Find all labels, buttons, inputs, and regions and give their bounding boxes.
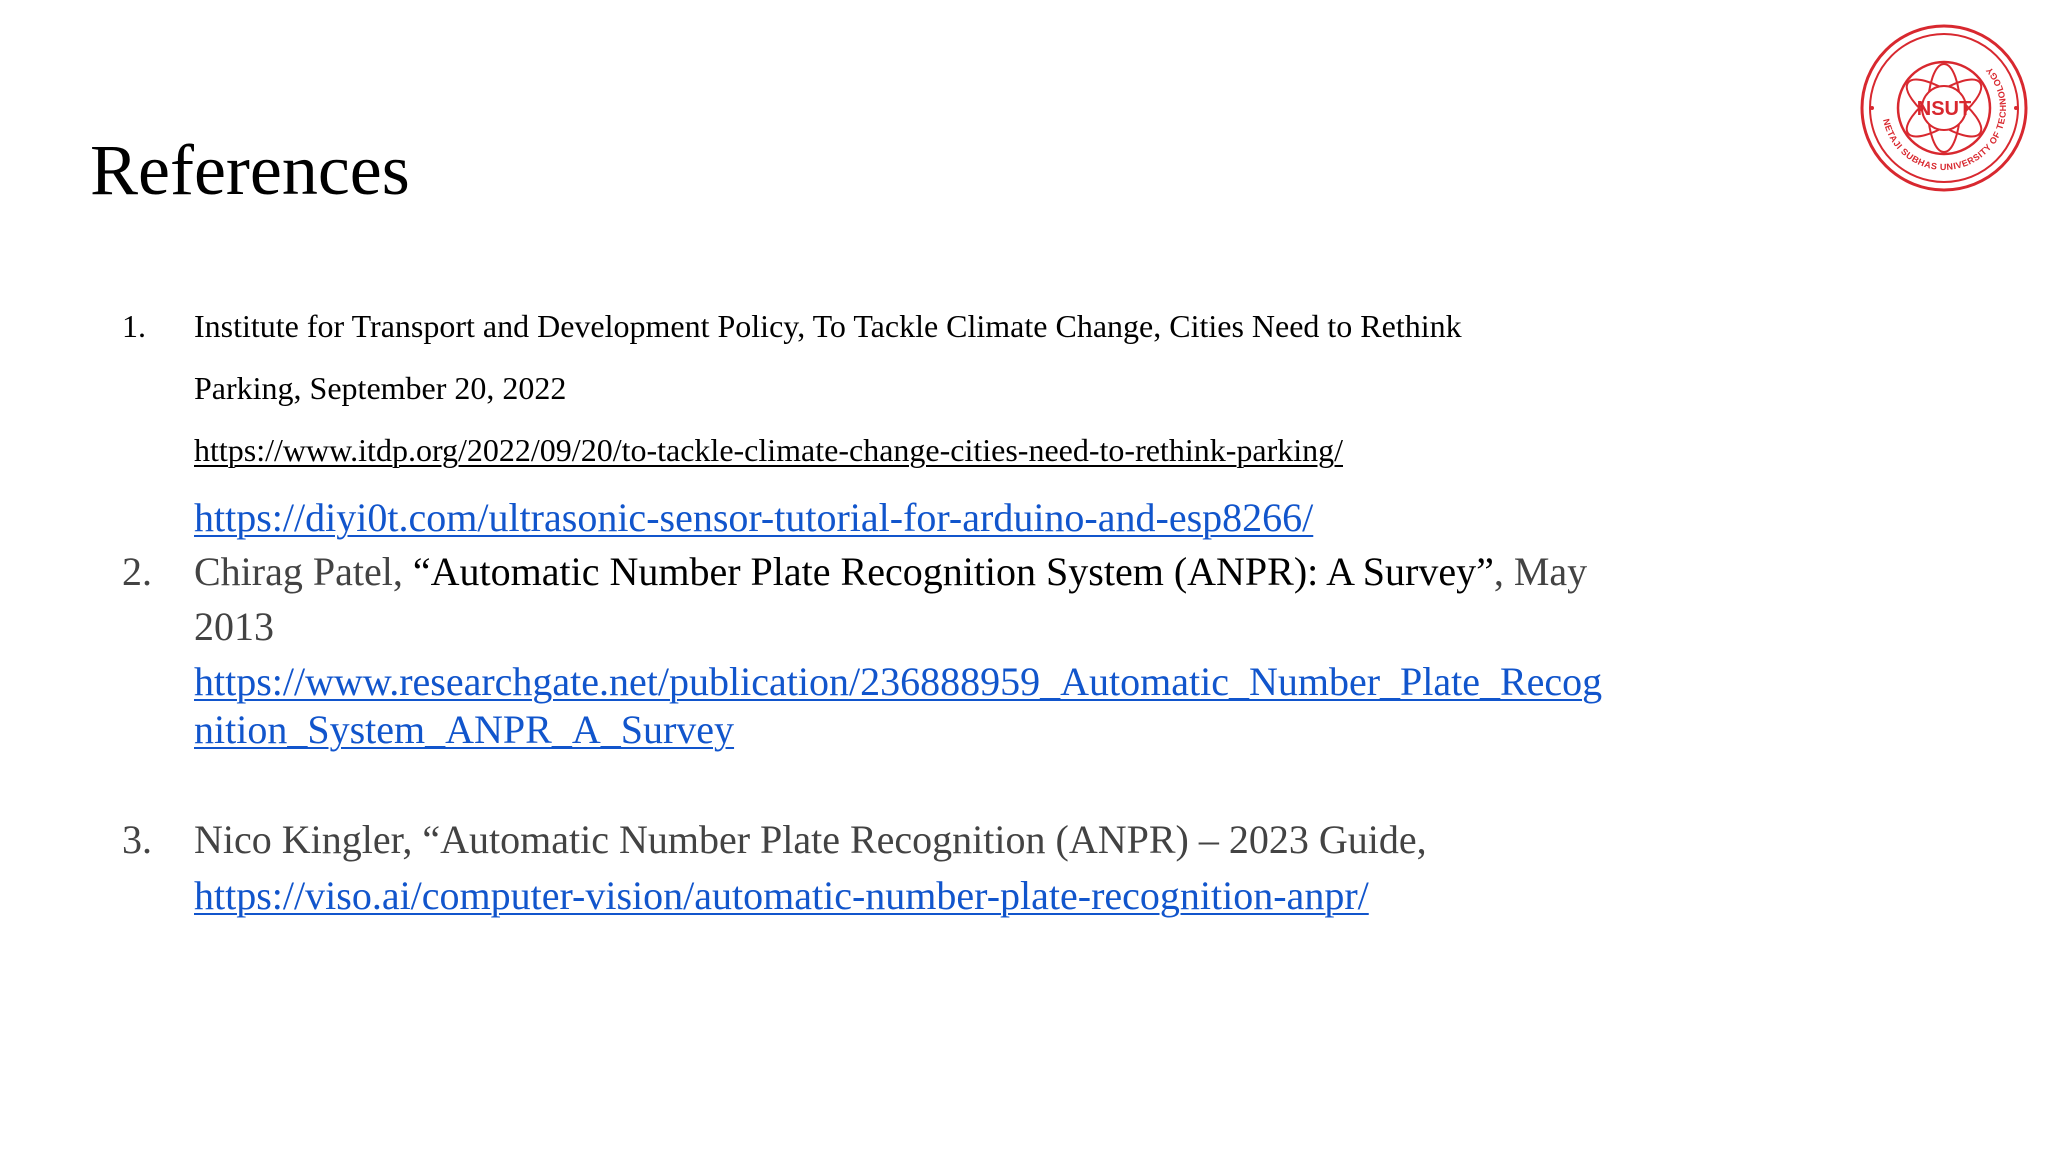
reference-1-link-itdp-wrap	[194, 430, 1343, 470]
reference-1-link-diyi0t[interactable]: https://diyi0t.com/ultrasonic-sensor-tutorial-for-arduino-and-esp8266/	[194, 495, 1314, 540]
page-title: References	[90, 130, 410, 210]
reference-2-link-line1-wrap	[194, 658, 1602, 706]
reference-2-year: 2013	[194, 604, 274, 649]
reference-3-text: Nico Kingler, “Automatic Number Plate Recognition (ANPR) – 2023 Guide,	[194, 817, 1427, 862]
logo-text: NSUT	[1916, 98, 1972, 120]
nsut-logo	[1858, 22, 2030, 194]
reference-2-line1	[194, 548, 1587, 596]
reference-1-link-diyi0t-wrap	[194, 494, 1313, 542]
logo-ring-text: NETAJI SUBHAS UNIVERSITY OF TECHNOLOGY	[1881, 64, 2009, 173]
reference-1-line1: Institute for Transport and Development Policy, To Tackle Climate Change, Cities Need to Rethink	[194, 308, 1462, 344]
reference-2-date: , May	[1493, 549, 1588, 594]
reference-3-link[interactable]: https://viso.ai/computer-vision/automatic-number-plate-recognition-anpr/	[194, 873, 1369, 918]
reference-2-link-line1[interactable]: https://www.researchgate.net/publication/236888959_Automatic_Number_Plate_Recog	[194, 659, 1603, 704]
reference-1-line2: Parking, September 20, 2022	[194, 370, 567, 406]
reference-1-number: 1.	[122, 308, 146, 344]
reference-3-link-wrap	[194, 872, 1369, 920]
reference-2-title: “Automatic Number Plate Recognition System (ANPR): A Survey”	[412, 549, 1494, 594]
reference-1-link-itdp[interactable]: https://www.itdp.org/2022/09/20/to-tackle-climate-change-cities-need-to-rethink-parking/	[194, 432, 1343, 468]
reference-2-number: 2.	[122, 549, 152, 594]
reference-2-link-line2-wrap	[194, 706, 734, 754]
reference-3-number: 3.	[122, 817, 152, 862]
reference-2-link-line2[interactable]: nition_System_ANPR_A_Survey	[194, 707, 735, 752]
reference-2-author: Chirag Patel,	[194, 549, 413, 594]
